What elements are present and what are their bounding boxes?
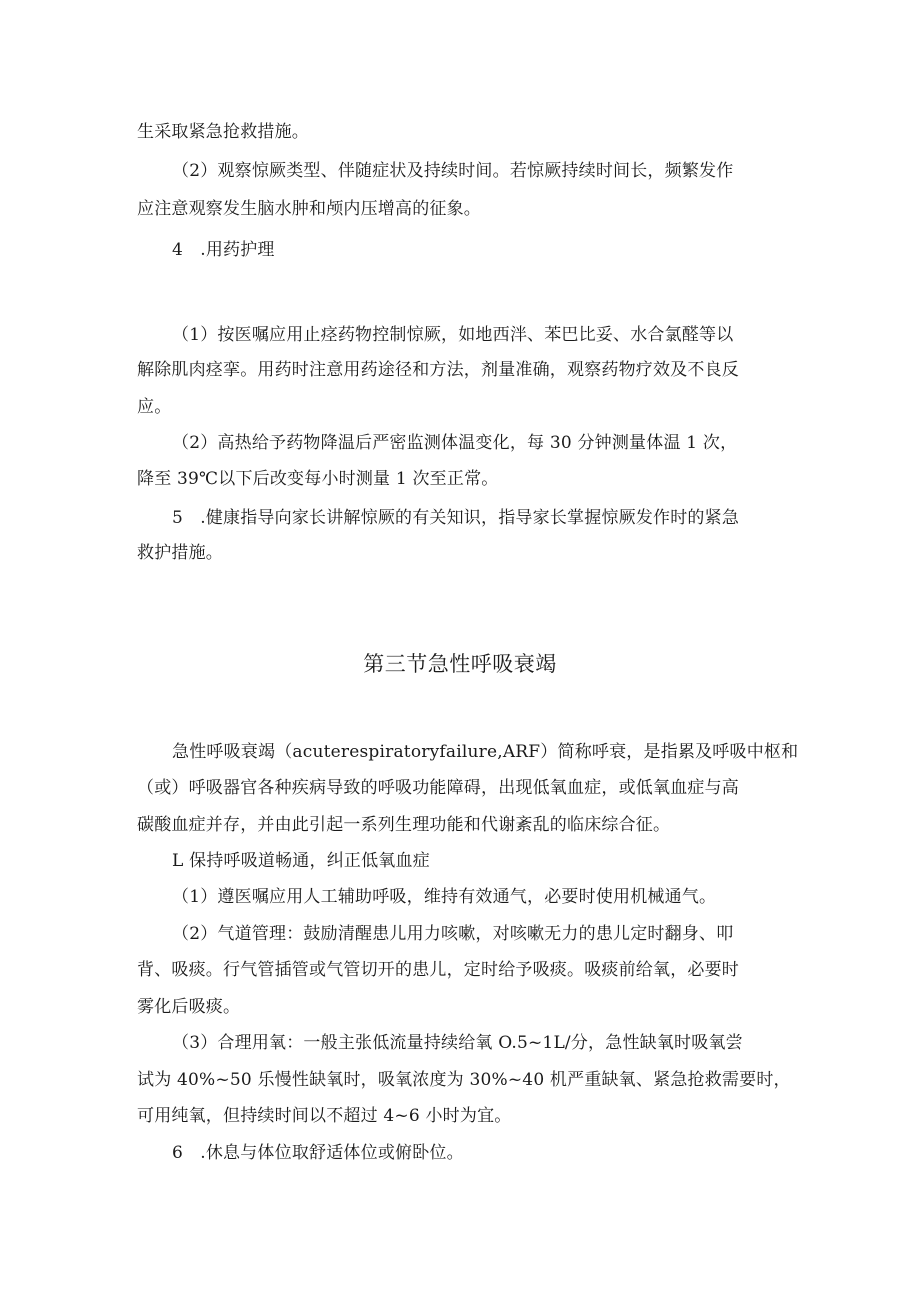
paragraph-line: 碳酸血症并存，并由此引起一系列生理功能和代谢紊乱的临床综合征。 <box>137 815 671 835</box>
paragraph-line: （2）高热给予药物降温后严密监测体温变化，每 30 分钟测量体温 1 次， <box>172 433 738 453</box>
paragraph-line: 应。 <box>137 397 172 417</box>
paragraph-line: 雾化后吸痰。 <box>137 997 241 1017</box>
paragraph-line: 试为 40%~50 乐慢性缺氧时，吸氧浓度为 30%~40 机严重缺氧、紧急抢救需要时， <box>137 1070 791 1090</box>
paragraph-line: 降至 39℃以下后改变每小时测量 1 次至正常。 <box>137 469 499 489</box>
paragraph-line: （2）观察惊厥类型、伴随症状及持续时间。若惊厥持续时间长，频繁发作 <box>172 161 734 181</box>
paragraph-line: 应注意观察发生脑水肿和颅内压增高的征象。 <box>137 199 481 219</box>
paragraph-line: 救护措施。 <box>137 543 223 563</box>
section-heading-4: 4 .用药护理 <box>172 240 275 260</box>
paragraph-line: 生采取紧急抢救措施。 <box>137 122 309 142</box>
chapter-title: 第三节急性呼吸衰竭 <box>363 652 557 676</box>
paragraph-line: （或）呼吸器官各种疾病导致的呼吸功能障碍，出现低氧血症，或低氧血症与高 <box>137 778 739 798</box>
section-heading-6: 6 .休息与体位取舒适体位或俯卧位。 <box>172 1143 464 1163</box>
section-heading-1: L 保持呼吸道畅通，纠正低氧血症 <box>172 851 430 871</box>
paragraph-line: （1）遵医嘱应用人工辅助呼吸，维持有效通气，必要时使用机械通气。 <box>172 887 717 907</box>
paragraph-line: 可用纯氧，但持续时间以不超过 4~6 小时为宜。 <box>137 1106 512 1126</box>
paragraph-line: （2）气道管理：鼓励清醒患儿用力咳嗽，对咳嗽无力的患儿定时翻身、叩 <box>172 924 734 944</box>
paragraph-line: （1）按医嘱应用止痉药物控制惊厥，如地西泮、苯巴比妥、水合氯醛等以 <box>172 325 734 345</box>
paragraph-line: （3）合理用氧：一般主张低流量持续给氧 O.5~1L/分，急性缺氧时吸氧尝 <box>172 1033 743 1053</box>
paragraph-line: 解除肌肉痉挛。用药时注意用药途径和方法，剂量准确，观察药物疗效及不良反 <box>137 360 739 380</box>
section-heading-5: 5 .健康指导向家长讲解惊厥的有关知识，指导家长掌握惊厥发作时的紧急 <box>172 508 740 528</box>
paragraph-line: 急性呼吸衰竭（acuterespiratoryfailure,ARF）简称呼衰，是指累及呼吸中枢和 <box>172 742 799 762</box>
paragraph-line: 背、吸痰。行气管插管或气管切开的患儿，定时给予吸痰。吸痰前给氧，必要时 <box>137 960 739 980</box>
